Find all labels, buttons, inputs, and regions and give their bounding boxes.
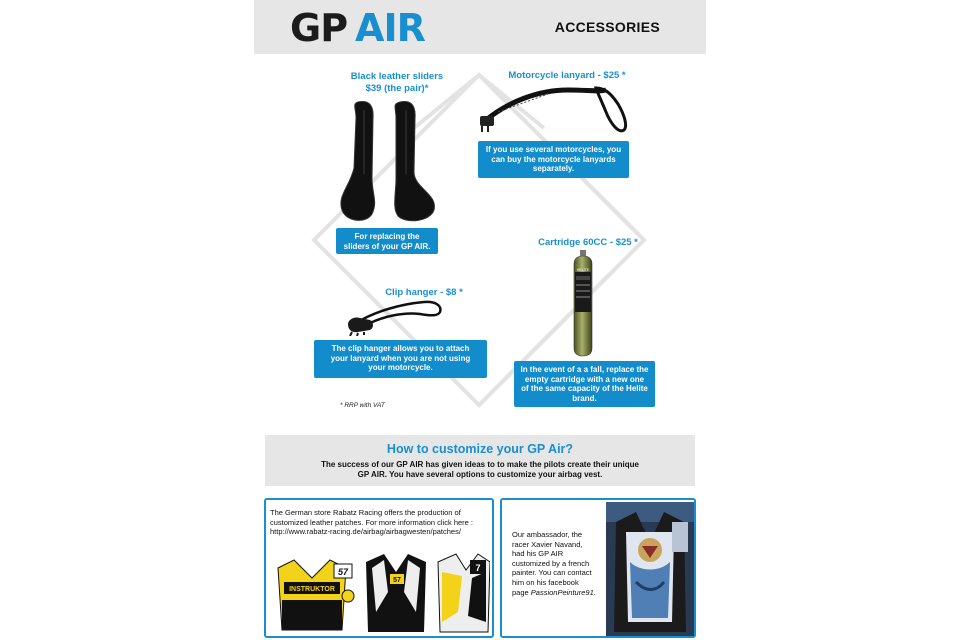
facebook-page-suffix: . [593,587,596,597]
lanyard-callout-line3: separately. [532,164,575,174]
leather-sliders-image [338,98,448,226]
sliders-callout [336,228,438,254]
clip-callout-line3: your motorcycle. [368,363,433,373]
motorcycle-lanyard-image [478,82,634,138]
sliders-title-line1: Black leather sliders [350,71,444,82]
rabatz-panel [264,498,494,638]
clip-callout-line1: The clip hanger allows you to attach [331,344,470,353]
logo-air: AIR [355,6,425,50]
cartridge-callout-line3: of the same capacity of the Helite [521,384,648,394]
sliders-callout-line1: For replacing the [354,232,420,241]
lanyard-callout [478,141,629,178]
customize-box [265,435,695,486]
rabatz-text-line1: The German store Rabatz Racing offers the production of [270,508,461,517]
facebook-page-link[interactable]: PassionPeinture91 [530,587,594,597]
ambassador-text-line3: had his GP AIR [512,549,564,559]
vest-number-a: 57 [337,567,349,577]
vest-number-c: 7 [475,563,481,573]
clip-hanger-image [344,300,446,336]
co2-cartridge-image [568,250,598,358]
section-title: ACCESSORIES [554,19,660,35]
accessories-page [254,0,706,640]
customize-text [305,460,655,480]
ambassador-text-line1: Our ambassador, the [512,530,583,539]
facebook-page-prefix: page [512,587,531,597]
painted-airbag-photo [606,502,694,636]
rrp-note: * RRP with VAT [340,402,385,409]
black-white-vest [366,554,426,632]
sliders-callout-line2: sliders of your GP AIR. [343,241,431,251]
sliders-price: $39 (the pair)* [365,83,429,94]
ambassador-panel [500,498,696,638]
clip-hanger-title: Clip hanger - $8 * [385,287,463,298]
customize-text-line2: GP AIR. You have several options to customize your airbag vest. [357,470,603,479]
ambassador-text-line5: painter. You can contact [512,568,592,578]
ambassador-text [512,530,606,597]
clip-hanger-callout [314,340,487,378]
logo-gp: GP [290,6,348,50]
sliders-title [342,71,452,95]
cartridge-callout [514,361,655,407]
ambassador-text-line2: racer Xavier Navand, [512,539,583,549]
ambassador-text-line7 [512,588,606,598]
clip-callout-line2: your lanyard when you are not using [330,353,471,363]
ambassador-text-line6: him on his facebook [512,577,579,587]
ambassador-text-line4: customized by a french [512,558,590,568]
rabatz-text-line2: customized leather patches. For more information click here : [270,517,474,527]
cartridge-callout-line1: In the event of a a fall, replace the [520,365,649,374]
customize-title: How to customize your GP Air? [386,442,574,456]
lanyard-title: Motorcycle lanyard - $25 * [508,70,626,81]
customize-text-line1: The success of our GP AIR has given ideas to to make the pilots create their unique [321,460,639,469]
cartridge-callout-line2: empty cartridge with a new one [524,374,645,384]
yellow-black-vest [438,554,490,632]
rabatz-text [270,508,492,537]
cartridge-title: Cartridge 60CC - $25 * [538,237,638,248]
cartridge-label: HELITE [576,268,590,272]
instruktor-vest [278,560,354,630]
vest-number-b: 57 [393,577,401,584]
lanyard-callout-line2: can buy the motorcycle lanyards [491,154,616,164]
rabatz-link[interactable]: http://www.rabatz-racing.de/airbag/airbagwesten/patches/ [270,527,461,537]
custom-vests-image [272,552,490,636]
cartridge-callout-line4: brand. [572,393,597,403]
lanyard-callout-line1: If you use several motorcycles, you [485,145,622,154]
instruktor-text: INSTRUKTOR [289,586,335,593]
